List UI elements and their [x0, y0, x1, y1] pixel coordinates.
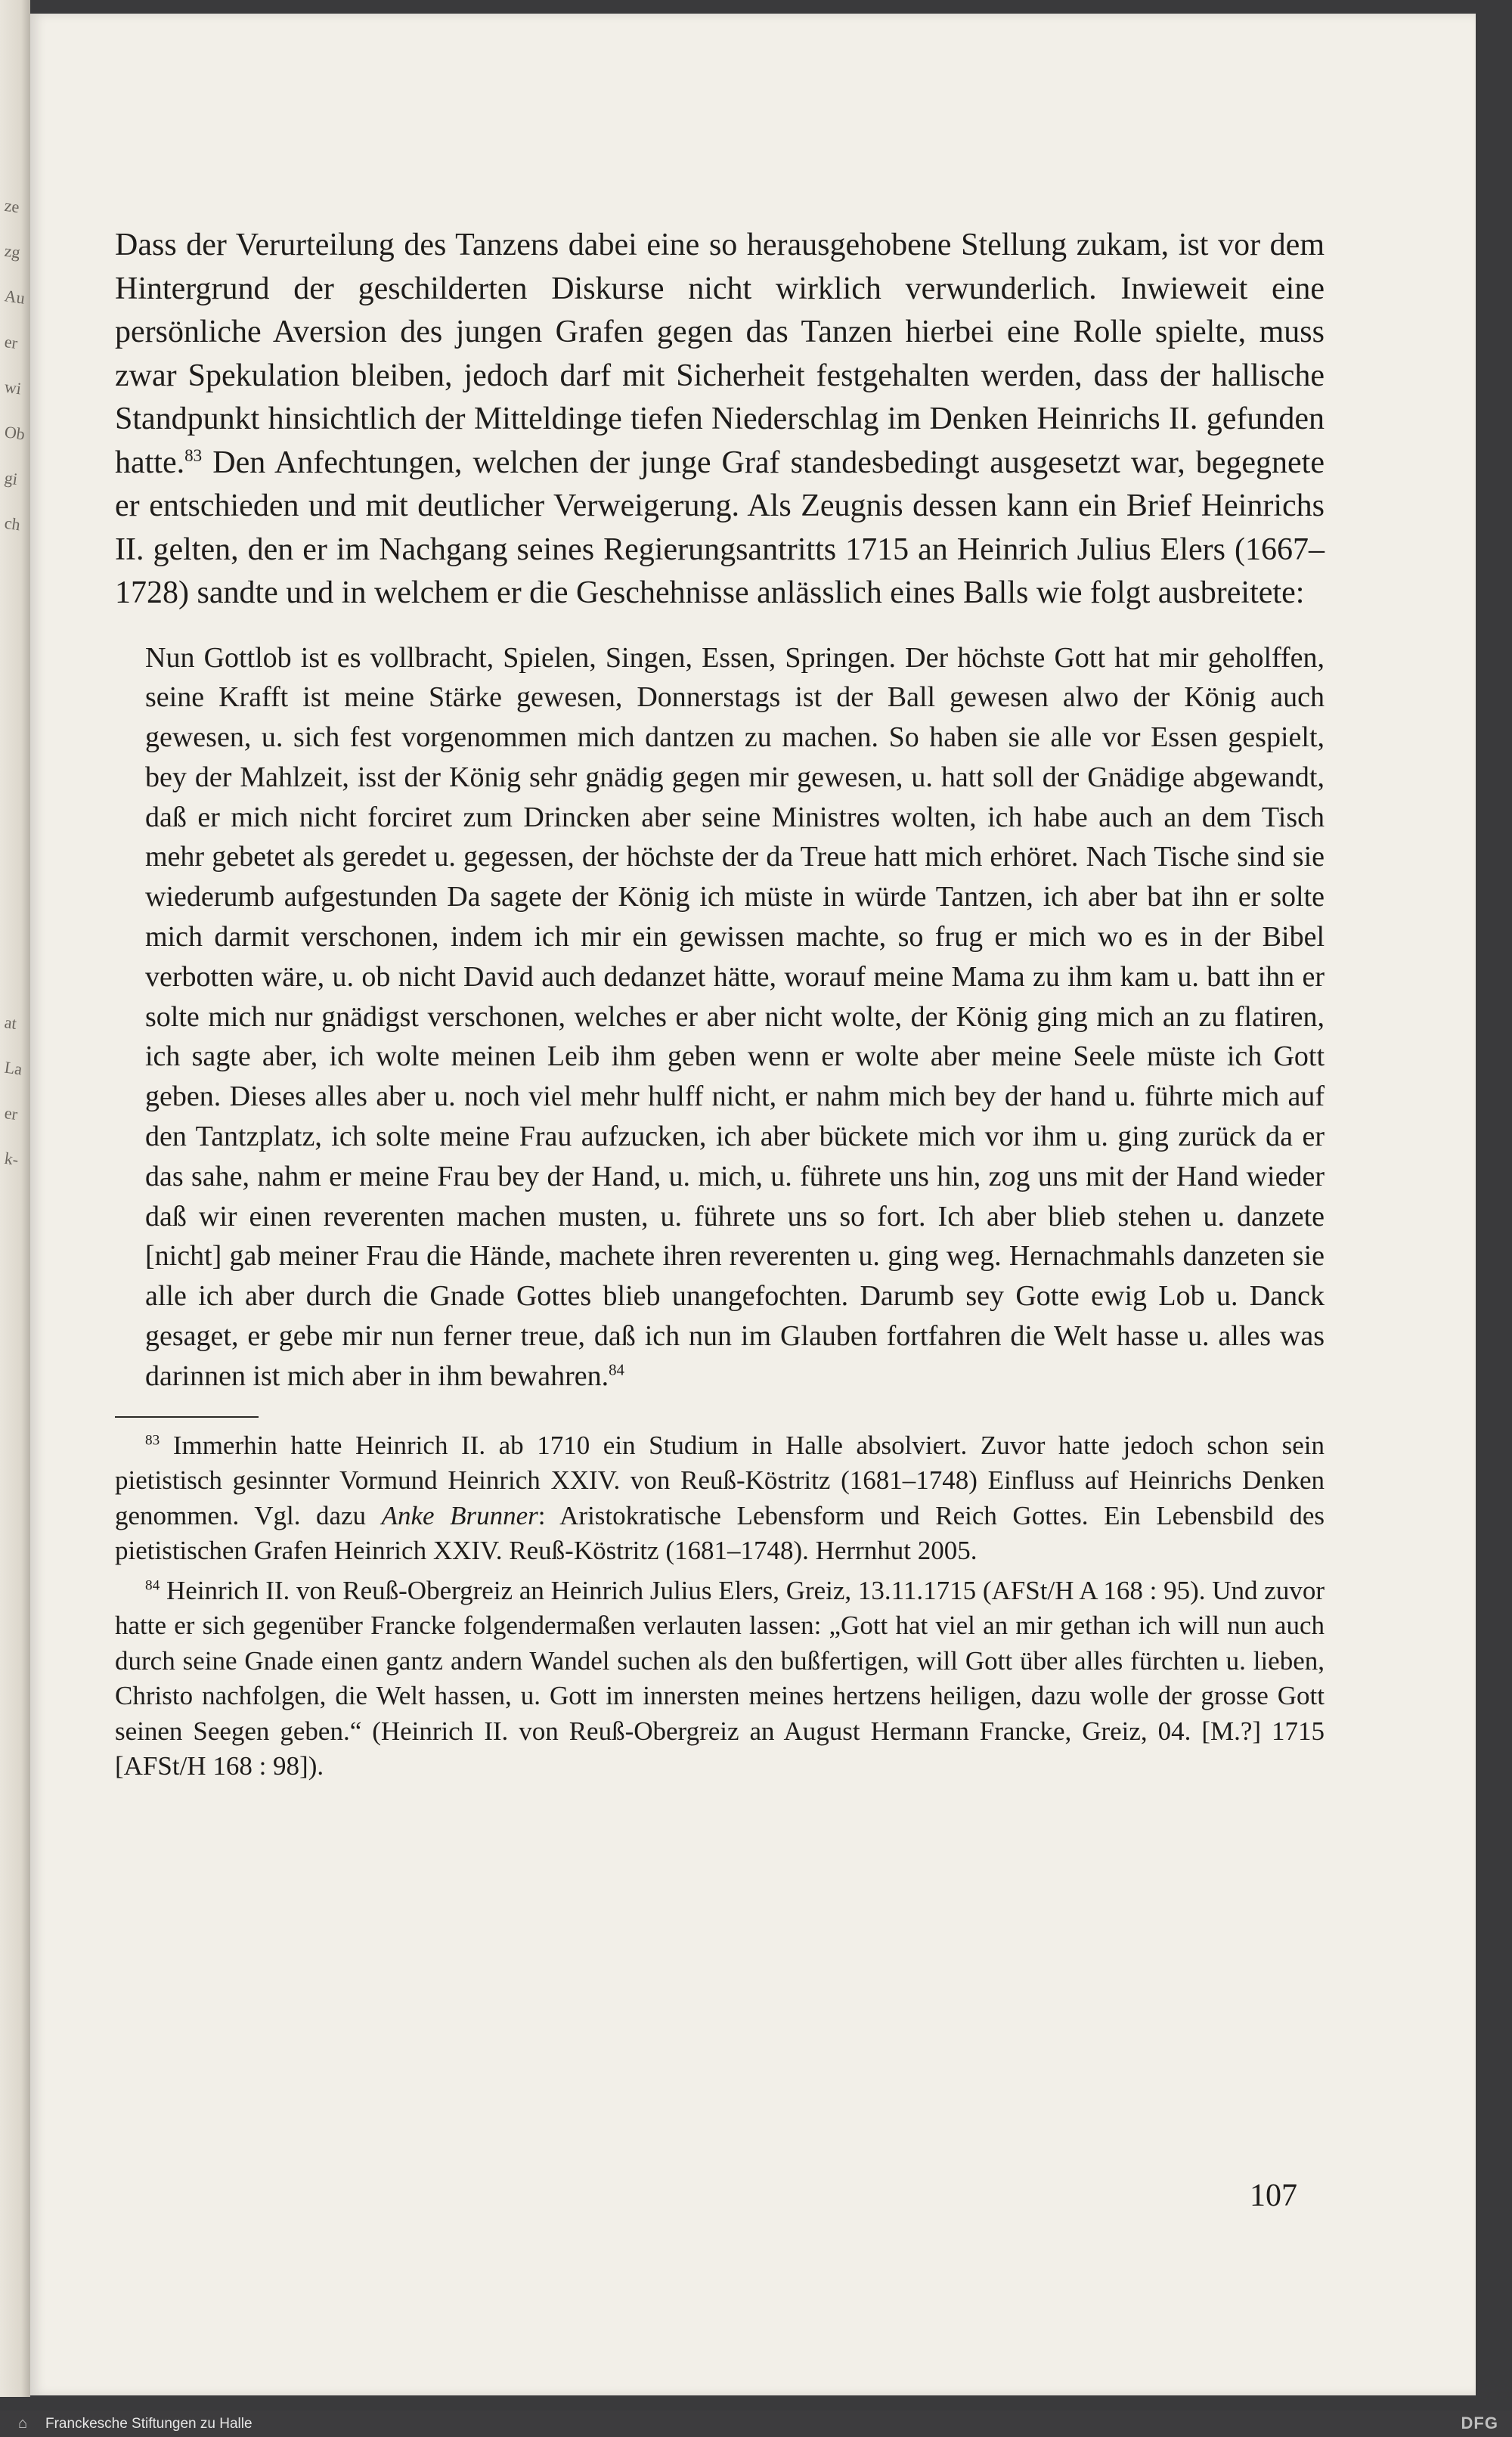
- document-page: [30, 14, 1476, 2395]
- edge-fragment: Ob: [3, 422, 26, 444]
- dfg-logo[interactable]: DFG: [1461, 2414, 1498, 2432]
- footnote-divider: [115, 1416, 259, 1418]
- organization-name[interactable]: Franckesche Stiftungen zu Halle: [45, 2416, 253, 2432]
- footnote-text: : Aristokratische Lebensform und Reich Gottes. Ein Lebensbild des pietistischen Grafen Heinrich XXIV. Reuß-Köstritz (1681–1748). Herrnhut 2005.: [115, 1500, 1325, 1566]
- footnote-number: 84: [145, 1577, 160, 1593]
- footnote-ref-83[interactable]: 83: [184, 445, 203, 465]
- quote-text: Nun Gottlob ist es vollbracht, Spielen, Singen, Essen, Springen. Der höchste Gott hat mir geholffen, seine Krafft ist meine Stärke gewesen, Donnerstags ist der Ball gewesen alwo der König auch gewesen, u. sich fest vorgenommen mich dantzen zu machen. So haben sie alle vor Essen gespielt, bey der Mahlzeit, isst der König sehr gnädig gegen mir gewesen, u. hatt soll der Gnädige abgewandt, daß er mich nicht forciret zum Drincken aber seine Ministres wolten, ich habe auch an dem Tisch mehr gebetet als geredet u. gegessen, der höchste der da Treue hatt mich erhöret. Nach Tische sind sie wiederumb aufgestunden Da sagete der König ich müste in würde Tantzen, ich aber bat ihn er solte mich darmit verschonen, indem ich mir ein gewissen machte, so frug er mich wo es in der Bibel verbotten wäre, u. ob nicht David auch dedanzet hätte, worauf meine Mama zu ihm kam u. batt ihn er solte mich nur gnädigst verschonen, welches er aber nicht wolte, der König ging mich an zu flatiren, ich sagte aber, ich wolte meinen Leib ihm geben wenn er wolte aber meine Seele müste ich Gott geben. Dieses alles aber u. noch viel mehr hulff nicht, er nahm mich bey der hand u. führte mich auf den Tantzplatz, ich solte meine Frau aufzucken, ich aber bückete mich vor ihm u. ging zurück da er das sahe, nahm er meine Frau bey der Hand, u. mich, u. führete uns hin, zog uns mit der Hand wieder daß wir einen reverenten machen musten, u. führete uns so fort. Ich aber blieb stehen u. danzete [nicht] gab meiner Frau die Hände, machete ihren reverenten u. ging weg. Hernachmahls danzeten sie alle ich aber durch die Gnade Gottes blieb unangefochten. Darumb sey Gotte ewig Lob u. Danck gesaget, er gebe mir nun ferner treue, daß ich nun im Glauben fortfahren die Welt hasse u. alles was darinnen ist mich aber in ihm bewahren.: [145, 641, 1325, 1392]
- footnotes: [115, 1428, 1325, 1784]
- edge-fragment: at: [3, 1012, 18, 1033]
- paragraph-part-1: Dass der Verurteilung des Tanzens dabei eine so herausgehobene Stellung zukam, ist vor dem Hintergrund der geschilderten Diskurse nicht wirklich verwunderlich. Inwieweit eine persönliche Aversion des jungen Grafen gegen das Tanzen hierbei eine Rolle spielte, muss zwar Spekulation bleiben, jedoch darf mit Sicherheit festgehalten werden, dass der hallische Standpunkt hinsichtlich der Mitteldinge tiefen Niederschlag im Denken Heinrichs II. gefunden hatte.: [115, 228, 1325, 480]
- viewer-footer-bar: [0, 2411, 1512, 2437]
- footnote-number: 83: [145, 1431, 160, 1448]
- franckesche-logo-icon[interactable]: ⌂: [17, 2415, 28, 2432]
- footnote-ref-84[interactable]: 84: [609, 1360, 624, 1379]
- footnote-author: Anke Brunner: [381, 1500, 538, 1530]
- footnote-text: Immerhin hatte Heinrich II. ab 1710 ein Studium in Halle absolviert. Zuvor hatte jedoch schon sein pietistisch gesinnter Vormund Heinrich XXIV. von Reuß-Köstritz (1681–1748) Einfluss auf Heinrichs Denken genommen. Vgl. dazu: [115, 1430, 1325, 1530]
- footnote-text: Heinrich II. von Reuß-Obergreiz an Heinrich Julius Elers, Greiz, 13.11.1715 (AFSt/H A 168 : 95). Und zuvor hatte er sich gegenüber Francke folgendermaßen verlauten lassen: „Gott hat viel an mir gethan ich will nun auch durch seine Gnade einen gantz andern Wandel suchen als den bußfertigen, will Gott über alles fürchten u. lieben, Christo nachfolgen, die Welt hassen, u. Gott im innersten meines hertzens heiligen, dazu wolle der grosse Gott seinen Seegen geben.“ (Heinrich II. von Reuß-Obergreiz an August Hermann Francke, Greiz, 04. [M.?] 1715 [AFSt/H 168 : 98]).: [115, 1575, 1325, 1781]
- edge-fragment: wi: [3, 377, 23, 398]
- edge-fragment: er: [3, 331, 19, 353]
- block-quote: [115, 638, 1325, 1397]
- edge-fragment: ze: [3, 195, 21, 217]
- previous-page-edge: [0, 0, 30, 2397]
- edge-fragment: zg: [3, 240, 22, 262]
- page-number: 107: [1250, 2178, 1297, 2213]
- body-paragraph: [115, 224, 1325, 615]
- edge-fragment: La: [3, 1057, 23, 1079]
- page-content: [115, 224, 1325, 1789]
- edge-fragment: Au: [3, 286, 26, 308]
- edge-fragment: ch: [3, 513, 22, 535]
- paragraph-part-2: Den Anfechtungen, welchen der junge Graf standesbedingt ausgesetzt war, begegnete er entschieden und mit deutlicher Verweigerung. Als Zeugnis dessen kann ein Brief Heinrichs II. gelten, den er im Nachgang seines Regierungsantritts 1715 an Heinrich Julius Elers (1667–1728) sandte und in welchem er die Geschehnisse anlässlich eines Balls wie folgt ausbreitete:: [115, 445, 1325, 610]
- edge-fragment: gi: [3, 467, 19, 489]
- edge-fragment: k-: [3, 1148, 20, 1170]
- edge-fragment: er: [3, 1102, 19, 1124]
- footnote-83: [115, 1428, 1325, 1569]
- footnote-84: [115, 1574, 1325, 1784]
